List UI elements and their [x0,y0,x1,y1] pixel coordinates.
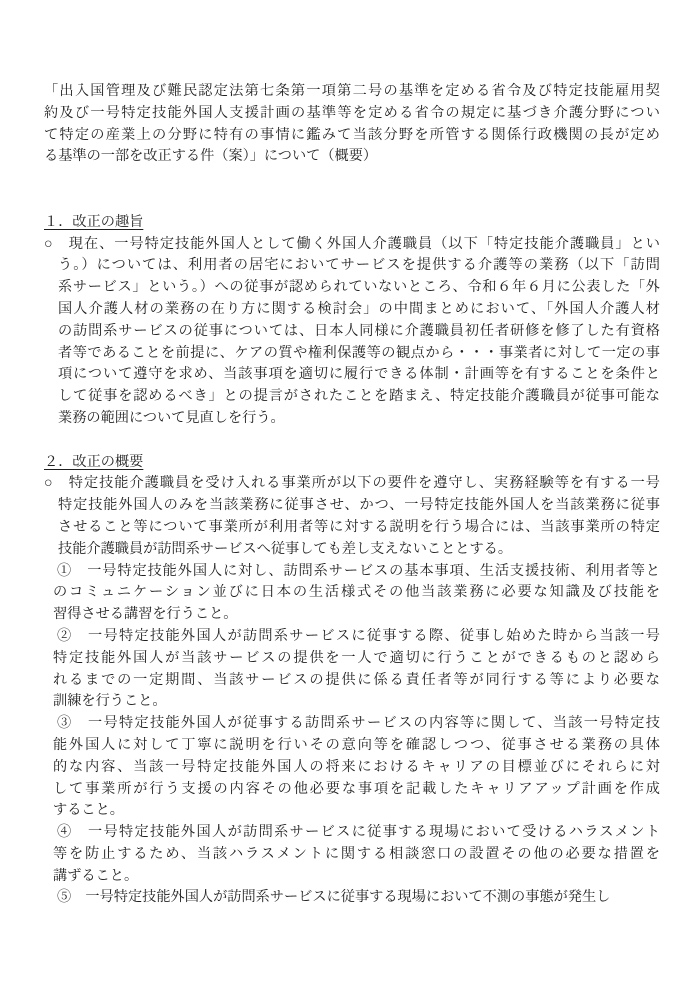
text-line: 技能介護職員が訪問系サービスへ従事しても差し支えないこととする。 [58,540,513,557]
text-line: ② 一号特定技能外国人が訪問系サービスに従事する際、従事し始めた時から当該一号 [57,627,660,644]
text-line: ⑤ 一号特定技能外国人が訪問系サービスに従事する現場において不測の事態が発生し [57,889,611,906]
text-line: 的な内容、当該一号特定技能外国人の将来におけるキャリアの目標並びにそれらに対 [53,758,660,775]
text-line: させること等について事業所が利用者等に対する説明を行う場合には、当該事業所の特定 [58,518,660,535]
text-line: れるまでの一定期間、当該サービスの提供に係る責任者等が同行する等により必要な [53,671,660,688]
list-item-② [44,626,660,713]
document-title [44,81,660,168]
section-2-heading: ２．改正の概要 [44,453,144,470]
text-line: 約及び一号特定技能外国人支援計画の基準等を定める省令の規定に基づき介護分野につい [44,104,660,121]
text-line: のコミュニケーション並びに日本の生活様式その他当該業務に必要な知識及び技能を [53,584,660,601]
text-line: 系サービス」という。）への従事が認められていないところ、令和６年６月に公表した「外 [58,279,660,296]
section-1-body [44,234,660,430]
section-revision-outline [44,452,660,910]
list-item-⑤ [44,887,660,909]
list-item-○ [44,473,660,560]
text-line: 「出入国管理及び難民認定法第七条第一項第二号の基準を定める省令及び特定技能雇用契 [44,83,660,99]
text-line: すること。 [53,802,124,819]
list-item-① [44,561,660,626]
list-item-④ [44,822,660,887]
list-item-○ [44,234,660,430]
text-line: 者等であることを前提に、ケアの質や権利保護等の観点から・・・事業者に対して一定の事 [58,344,660,361]
section-2-body [44,473,660,909]
text-line: 習得させる講習を行うこと。 [53,606,238,623]
text-line: 特定技能外国人が当該サービスの提供を一人で適切に行うことができるものと認めら [53,649,660,666]
text-line: して事業所が行う支援の内容その他必要な事項を記載したキャリアアップ計画を作成 [53,780,660,797]
text-line: して従事を認めるべき」との提言がされたことを踏まえ、特定技能介護職員が従事可能な [58,388,660,405]
text-line: 能外国人に対して丁寧に説明を行いその意向等を確認しつつ、従事させる業務の具体 [53,736,660,753]
text-line: 業務の範囲について見直しを行う。 [58,409,285,426]
text-line: 特定技能外国人のみを当該業務に従事させ、かつ、一号特定技能外国人を当該業務に従事 [58,497,660,514]
text-line: ○ 特定技能介護職員を受け入れる事業所が以下の要件を遵守し、実務経験等を有する一号 [44,475,660,492]
text-line: ○ 現在、一号特定技能外国人として働く外国人介護職員（以下「特定技能介護職員」とい [44,235,660,252]
text-line: 講ずること。 [53,867,139,884]
list-item-③ [44,713,660,822]
text-line: 訓練を行うこと。 [53,693,167,710]
text-line: ③ 一号特定技能外国人が従事する訪問系サービスの内容等に関して、当該一号特定技 [57,715,660,732]
text-line: ④ 一号特定技能外国人が訪問系サービスに従事する現場において受けるハラスメント [57,824,660,841]
section-revision-purpose [44,212,660,430]
text-line: う。）については、利用者の居宅においてサービスを提供する介護等の業務（以下「訪問 [58,257,660,274]
text-line: る基準の一部を改正する件（案）」について（概要） [44,148,378,165]
text-line: て特定の産業上の分野に特有の事情に鑑みて当該分野を所管する関係行政機関の長が定め [44,126,660,143]
text-line: 国人介護人材の業務の在り方に関する検討会」の中間まとめにおいて、「外国人介護人材 [58,300,660,317]
text-line: 項について遵守を求め、当該事項を適切に履行できる体制・計画等を有することを条件と [58,366,660,383]
text-line: 等を防止するため、当該ハラスメントに関する相談窓口の設置その他の必要な措置を [53,845,660,862]
section-1-heading: １．改正の趣旨 [44,213,144,230]
text-line: ① 一号特定技能外国人に対し、訪問系サービスの基本事項、生活支援技術、利用者等と [57,562,660,579]
text-line: の訪問系サービスの従事については、日本人同様に介護職員初任者研修を修了した有資格 [58,322,660,339]
